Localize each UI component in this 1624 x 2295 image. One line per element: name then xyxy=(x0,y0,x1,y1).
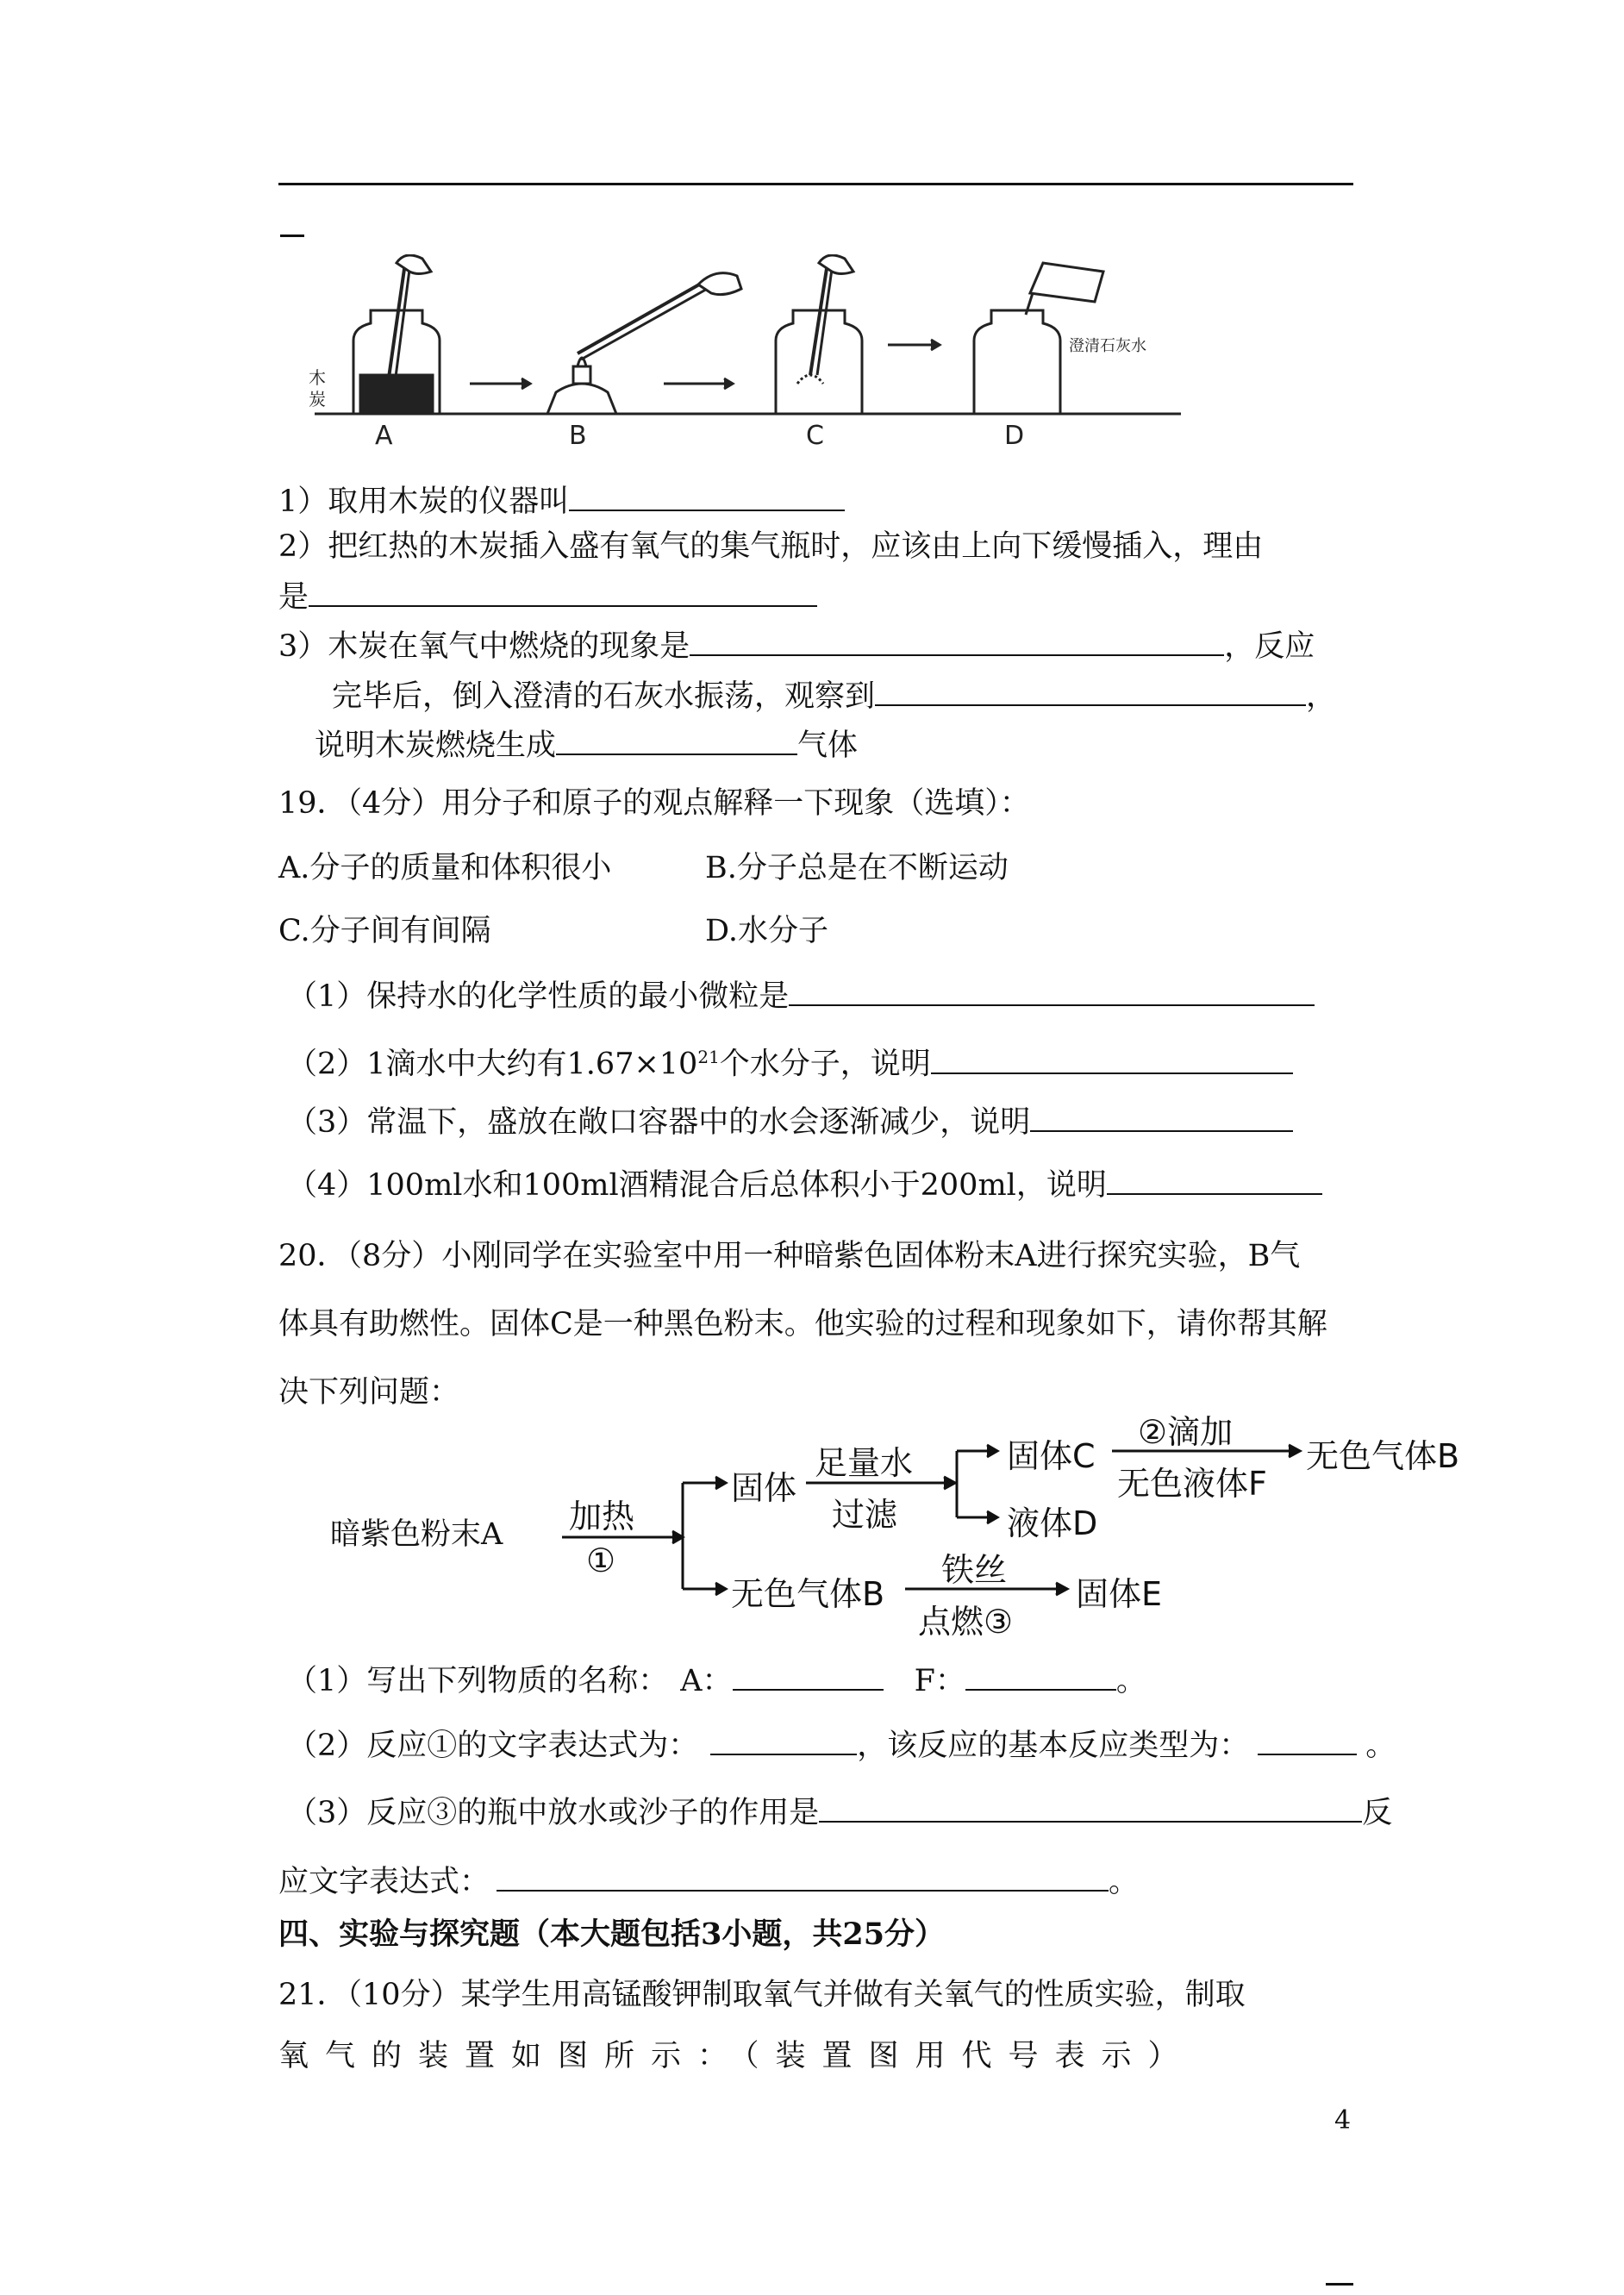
flow-liquid-d: 液体D xyxy=(1007,1504,1098,1542)
q20-s2-blank-2 xyxy=(1258,1724,1357,1755)
flow-filter: 过滤 xyxy=(832,1496,898,1534)
q21-line1: 21．（10分）某学生用高锰酸钾制取氧气并做有关氧气的性质实验，制取 xyxy=(278,1978,1246,2012)
label-d: D xyxy=(1004,421,1025,451)
q18-p2-b-text: 是 xyxy=(278,580,309,615)
flow-water: 足量水 xyxy=(815,1444,914,1482)
q18-p3-c-end: 气体 xyxy=(797,729,859,763)
flow-liquid-f: 无色液体F xyxy=(1117,1465,1267,1503)
q20-s3-b xyxy=(278,1860,1139,1901)
q20-s2-blank-1 xyxy=(710,1724,857,1755)
flow-start: 暗紫色粉末A xyxy=(330,1517,503,1552)
q20-s1-text: （1）写出下列物质的名称： xyxy=(287,1664,669,1698)
q20-s3-text-a: （3）反应③的瓶中放水或沙子的作用是 xyxy=(287,1796,820,1830)
q20-s3-b-end: 。 xyxy=(1109,1865,1140,1899)
q20-s2-end: 。 xyxy=(1365,1729,1396,1763)
q20-s2-text-a: （2）反应①的文字表达式为： xyxy=(287,1729,699,1763)
q20-s2 xyxy=(287,1724,1396,1765)
flow-solid: 固体 xyxy=(731,1469,797,1507)
q20-s3-blank-1 xyxy=(819,1792,1362,1823)
side-label-2: 炭 xyxy=(309,389,326,410)
side-label-1: 木 xyxy=(309,367,326,388)
flow-ignite: 点燃③ xyxy=(918,1603,1014,1641)
q18-p3-a-end: ，反应 xyxy=(1224,629,1315,664)
q21-line2: 氧气的装置如图所示：（装置图用代号表示） xyxy=(278,2039,1195,2073)
q19-s3-text: （3）常温下，盛放在敞口容器中的水会逐渐减少，说明 xyxy=(287,1105,1031,1140)
q20-line1: 20．（8分）小刚同学在实验室中用一种暗紫色固体粉末A进行探究实验，B气 xyxy=(278,1239,1301,1273)
q20-s3-blank-2 xyxy=(497,1860,1109,1892)
flow-wire: 铁丝 xyxy=(941,1551,1008,1589)
label-b: B xyxy=(569,421,587,451)
q20-s3 xyxy=(287,1792,1392,1832)
q20-s3-text-b: 应文字表达式： xyxy=(278,1865,490,1899)
q20-line3: 决下列问题： xyxy=(278,1375,460,1410)
q20-s3-end: 反 xyxy=(1362,1796,1393,1830)
q18-p3-a-text: 3）木炭在氧气中燃烧的现象是 xyxy=(278,629,690,664)
q19-option-a: A.分子的质量和体积很小 xyxy=(278,851,612,885)
q19-option-c: C.分子间有间隔 xyxy=(278,914,491,948)
q20-s2-text-b: ，该反应的基本反应类型为： xyxy=(857,1729,1250,1763)
flow-gas-b-end: 无色气体B xyxy=(1306,1437,1460,1475)
label-a: A xyxy=(375,421,393,451)
q18-p2-a: 2）把红热的木炭插入盛有氧气的集气瓶时，应该由上向下缓慢插入，理由 xyxy=(278,529,1264,564)
q20-s1-a-label: A： xyxy=(680,1664,733,1698)
q18-p3-b-end: ， xyxy=(1306,679,1337,714)
label-c: C xyxy=(806,421,824,451)
bottle-d-label: 澄清石灰水 xyxy=(1069,337,1146,355)
q18-p3-b-text: 完毕后，倒入澄清的石灰水振荡，观察到 xyxy=(332,679,876,714)
flow-step1: ① xyxy=(586,1541,616,1579)
q19-s2-text-a: （2）1滴水中大约有1.67×10 xyxy=(287,1047,698,1082)
q20-s1-a-blank xyxy=(733,1660,884,1691)
q19-s2-sup: 21 xyxy=(697,1047,720,1067)
section4-title: 四、实验与探究题（本大题包括3小题，共25分） xyxy=(278,1917,946,1952)
flow-gas-b: 无色气体B xyxy=(731,1575,885,1613)
q18-p3-c-text: 说明木炭燃烧生成 xyxy=(315,729,557,763)
q20-s1 xyxy=(287,1660,1146,1700)
q18-p1-text: 1）取用木炭的仪器叫 xyxy=(278,485,570,519)
q19-s1-text: （1）保持水的化学性质的最小微粒是 xyxy=(287,979,790,1014)
q19-option-b: B.分子总是在不断运动 xyxy=(705,851,1009,885)
footer-mark xyxy=(1326,2283,1353,2286)
flow-solid-c: 固体C xyxy=(1007,1437,1096,1475)
flow-heat: 加热 xyxy=(569,1498,635,1535)
flow-drop: ②滴加 xyxy=(1138,1413,1234,1451)
q19-s2-text-b: 个水分子，说明 xyxy=(719,1047,931,1082)
q19-stem: 19．（4分）用分子和原子的观点解释一下现象（选填）： xyxy=(278,786,1030,821)
q20-s1-f-blank xyxy=(965,1660,1116,1691)
q20-s1-f-label: F： xyxy=(914,1664,965,1698)
q19-option-d: D.水分子 xyxy=(705,914,828,948)
page-number: 4 xyxy=(1334,2105,1352,2136)
q19-s4-text: （4）100ml水和100ml酒精混合后总体积小于200ml，说明 xyxy=(287,1168,1107,1203)
flow-solid-e: 固体E xyxy=(1076,1575,1163,1613)
q20-s1-end: 。 xyxy=(1115,1664,1146,1698)
q20-line2: 体具有助燃性。固体C是一种黑色粉末。他实验的过程和现象如下，请你帮其解 xyxy=(278,1307,1327,1341)
